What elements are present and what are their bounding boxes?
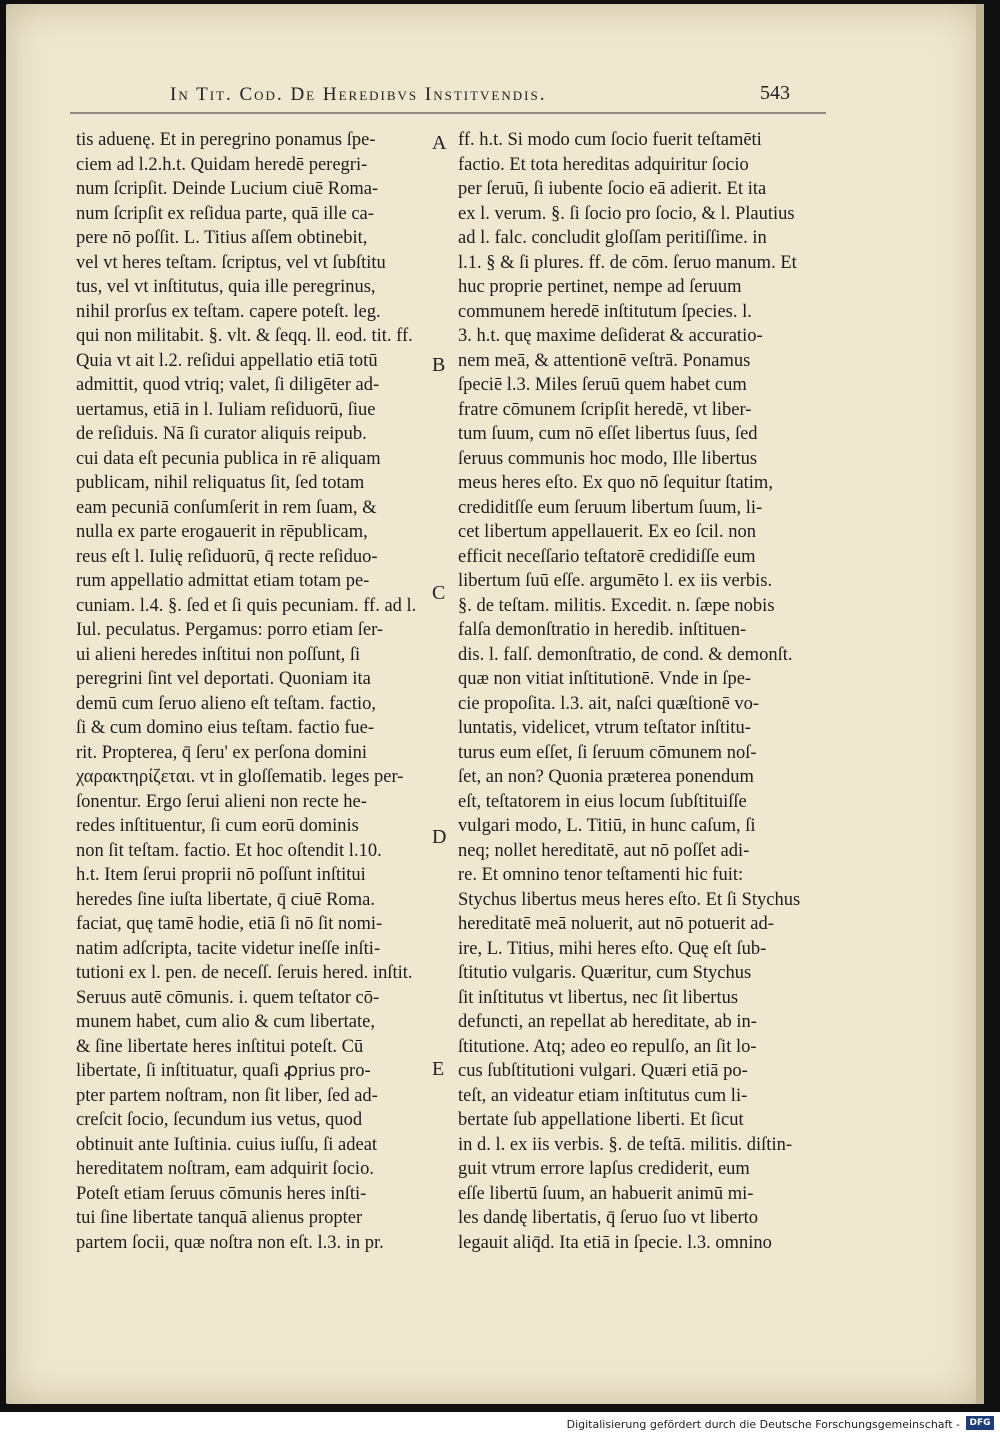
text-line: rum appellatio admittat etiam totam pe- — [76, 571, 370, 591]
text-line: publicam, nihil reliquatus ſit, ſed totam — [76, 473, 365, 493]
text-line: libertate, ſi inſtituatur, quaſi ꝓprius pro- — [76, 1061, 371, 1081]
text-line: ad l. falc. concludit gloſſam peritiſſime. in — [458, 228, 767, 248]
text-line: cuniam. l.4. §. ſed et ſi quis pecuniam. ff. ad l. — [76, 595, 417, 616]
text-line: factio. Et tota hereditas adquiritur ſocio — [458, 154, 749, 175]
text-line: reus eſt l. Iulię reſiduorū, q̄ recte reſiduo- — [76, 546, 378, 567]
text-line: cet libertum appellauerit. Ex eo ſcil. non — [458, 522, 756, 542]
text-line: tus, vel vt inſtitutus, quia ille peregrinus, — [76, 277, 376, 297]
running-head: In Tit. Cod. De Heredibvs Institvendis. — [170, 84, 547, 105]
text-line: ſtitutio vulgaris. Quæritur, cum Stychus — [458, 963, 752, 983]
text-line: ſet, an non? Quonia præterea ponendum — [458, 767, 754, 787]
page-edge — [976, 4, 984, 1404]
text-line: neq; nollet hereditatē, aut nō poſſet adi- — [458, 840, 750, 861]
text-line: in d. l. ex iis verbis. §. de teſtā. militis. diſtin- — [458, 1134, 792, 1155]
dfg-logo: DFG — [966, 1416, 994, 1430]
text-line: falſa demonſtratio in heredib. inſtituen- — [458, 620, 747, 640]
text-line: admittit, quod vtriq; valet, ſi diligēter ad- — [76, 375, 380, 395]
text-line: bertate ſub appellatione liberti. Et ſicut — [458, 1110, 744, 1130]
text-line: eam pecuniā conſumſerit in rem ſuam, & — [76, 497, 377, 518]
text-line: nulla ex parte erogauerit in rēpublicam, — [76, 522, 368, 542]
text-line: ire, L. Titius, mihi heres eſto. Quę eſt ſub- — [458, 938, 767, 959]
text-line: les dandę libertatis, q̄ ſeruo ſuo vt liberto — [458, 1208, 759, 1228]
text-line: nem meā, & attentionē veſtrā. Ponamus — [458, 350, 751, 371]
text-line: qui non militabit. §. vlt. & ſeqq. ll. eod. tit. ff. — [76, 326, 413, 346]
text-line: ſonentur. Ergo ſerui alieni non recte he- — [76, 791, 367, 812]
text-line: pere nō poſſit. L. Titius aſſem obtinebit, — [76, 228, 368, 248]
text-line: dis. l. falſ. demonſtratio, de cond. & demonſt. — [458, 644, 793, 665]
text-line: huc proprie pertinet, nempe ad ſeruum — [458, 277, 742, 297]
text-line: & ſine libertate heres inſtitui poteſt. Cū — [76, 1036, 364, 1057]
text-line: redes inſtituentur, ſi cum eorū dominis — [76, 816, 359, 836]
text-line: num ſcripſit ex reſidua parte, quā ille ca- — [76, 203, 374, 224]
text-line: legauit aliq̄d. Ita etiā in ſpecie. l.3. omnino — [458, 1232, 772, 1253]
text-line: turus eum eſſet, ſi ſeruum cōmunem noſ- — [458, 742, 757, 763]
text-line: ſit inſtitutus vt libertus, nec ſit libertus — [458, 987, 739, 1008]
margin-letter-d: D — [432, 826, 447, 848]
text-line: Iul. peculatus. Pergamus: porro etiam ſer- — [76, 620, 384, 640]
text-line: tis aduenę. Et in peregrino ponamus ſpe- — [76, 130, 376, 150]
text-line: de reſiduis. Nā ſi curator aliquis reipub. — [76, 424, 367, 444]
text-line: hereditatē meā noluerit, aut nō potuerit ad- — [458, 914, 774, 934]
text-line: meus heres eſto. Ex quo nō ſequitur ſtatim, — [458, 473, 773, 493]
text-line: cie propoſita. l.3. ait, naſci quæſtionē vo- — [458, 693, 760, 714]
text-line: Quia vt ait l.2. reſidui appellatio etiā totū — [76, 350, 378, 371]
text-line: ſi & cum domino eius teſtam. factio fue- — [76, 718, 374, 738]
text-line: ff. h.t. Si modo cum ſocio fuerit teſtamēti — [458, 130, 762, 150]
text-line: creſcit ſocio, ſecundum ius vetus, quod — [76, 1110, 363, 1130]
text-line: χαρακτηρίζεται. vt in gloſſematib. leges per- — [76, 767, 404, 787]
text-line: defuncti, an repellat ab hereditate, ab in- — [458, 1012, 757, 1032]
text-line: cui data eſt pecunia publica in rē aliquam — [76, 448, 381, 469]
text-line: heredes ſine iuſta libertate, q̄ ciuē Roma. — [76, 889, 375, 910]
margin-letter-a: A — [432, 132, 447, 154]
text-line: hereditatem noſtram, eam adquirit ſocio. — [76, 1159, 374, 1179]
text-line: vulgari modo, L. Titiū, in hunc caſum, ſi — [458, 816, 756, 836]
text-line: natim adſcripta, tacite videtur ineſſe inſti- — [76, 938, 381, 959]
margin-letter-c: C — [432, 582, 446, 604]
text-line: num ſcripſit. Deinde Lucium ciuē Roma- — [76, 179, 379, 199]
text-line: Stychus libertus meus heres eſto. Et ſi Stychus — [458, 889, 801, 910]
text-line: crediditſſe eum ſeruum libertum ſuum, li- — [458, 497, 763, 518]
page-number: 543 — [760, 82, 790, 104]
text-line: tum ſuum, cum nō eſſet libertus ſuus, ſed — [458, 424, 758, 444]
text-line: luntatis, videlicet, vtrum teſtator inſtitu- — [458, 718, 751, 738]
text-line: eſt, teſtatorem in eius locum ſubſtituiſſe — [458, 791, 747, 812]
text-line: vel vt heres teſtam. ſcriptus, vel vt ſubſtitu — [76, 252, 386, 273]
text-line: eſſe libertū ſuum, an habuerit animū mi- — [458, 1183, 754, 1204]
text-line: efficit neceſſario teſtatorē credidiſſe eum — [458, 546, 756, 567]
margin-letter-e: E — [432, 1058, 445, 1080]
text-line: fratre cōmunem ſcripſit heredē, vt liber- — [458, 399, 752, 420]
text-line: libertum ſuū eſſe. argumēto l. ex iis verbis. — [458, 571, 773, 591]
header-rule — [70, 112, 826, 114]
text-line: munem habet, cum alio & cum libertate, — [76, 1012, 375, 1032]
text-line: h.t. Item ſerui proprii nō poſſunt inſtitui — [76, 865, 366, 885]
right-text-column — [458, 128, 818, 1255]
margin-letter-b: B — [432, 354, 446, 376]
text-line: pter partem noſtram, non ſit liber, ſed ad- — [76, 1085, 378, 1106]
text-line: ſeruus communis hoc modo, Ille libertus — [458, 448, 758, 469]
text-line: ſpeciē l.3. Miles ſeruū quem habet cum — [458, 375, 747, 395]
text-line: rit. Propterea, q̄ ſeru' ex perſona domini — [76, 742, 368, 763]
text-line: quæ non vitiat inſtitutionē. Vnde in ſpe- — [458, 669, 752, 689]
text-line: peregrini ſint vel deportati. Quoniam ita — [76, 669, 371, 689]
text-line: ſtitutione. Atq; adeo eo repulſo, an ſit lo- — [458, 1036, 757, 1057]
text-line: re. Et omnino tenor teſtamenti hic fuit: — [458, 865, 744, 885]
text-line: ui alieni heredes inſtitui non poſſunt, ſi — [76, 644, 361, 665]
text-line: tutioni ex l. pen. de neceſſ. ſeruis hered. inſtit. — [76, 963, 413, 983]
text-line: nihil prorſus ex teſtam. capere poteſt. leg. — [76, 301, 381, 322]
text-line: cus ſubſtitutioni vulgari. Quæri etiā po- — [458, 1061, 748, 1081]
text-line: l.1. § & ſi plures. ff. de cōm. ſeruo manum. Et — [458, 252, 797, 273]
text-line: uertamus, etiā in l. Iuliam reſiduorū, ſiue — [76, 399, 376, 420]
text-line: tui ſine libertate tanquā alienus propter — [76, 1208, 363, 1228]
text-line: partem ſocii, quæ noſtra non eſt. l.3. in pr. — [76, 1232, 384, 1253]
text-line: faciat, quę tamē hodie, etiā ſi nō ſit nomi- — [76, 914, 383, 934]
text-line: obtinuit ante Iuſtinia. cuius iuſſu, ſi adeat — [76, 1134, 378, 1155]
text-line: non ſit teſtam. factio. Et hoc oſtendit l.10. — [76, 840, 382, 861]
text-line: Seruus autē cōmunis. i. quem teſtator cō- — [76, 987, 380, 1008]
text-line: Poteſt etiam ſeruus cōmunis heres inſti- — [76, 1183, 367, 1204]
footer-credit: Digitalisierung gefördert durch die Deutsche Forschungsgemeinschaft - — [566, 1418, 960, 1431]
text-line: ex l. verum. §. ſi ſocio pro ſocio, & l. Plautius — [458, 203, 795, 224]
text-line: teſt, an videatur etiam inſtitutus cum li- — [458, 1085, 748, 1106]
text-line: communem heredē inſtitutum ſpecies. l. — [458, 301, 752, 322]
text-line: guit vtrum errore lapſus crediderit, eum — [458, 1159, 750, 1179]
text-line: demū cum ſeruo alieno eſt teſtam. factio, — [76, 693, 377, 714]
text-line: 3. h.t. quę maxime deſiderat & accuratio- — [458, 326, 763, 346]
text-line: §. de teſtam. militis. Excedit. n. ſæpe nobis — [458, 595, 775, 616]
text-line: ciem ad l.2.h.t. Quidam heredē peregri- — [76, 154, 368, 175]
left-text-column — [76, 128, 436, 1255]
text-line: per ſeruū, ſi iubente ſocio eā adierit. Et ita — [458, 179, 767, 199]
